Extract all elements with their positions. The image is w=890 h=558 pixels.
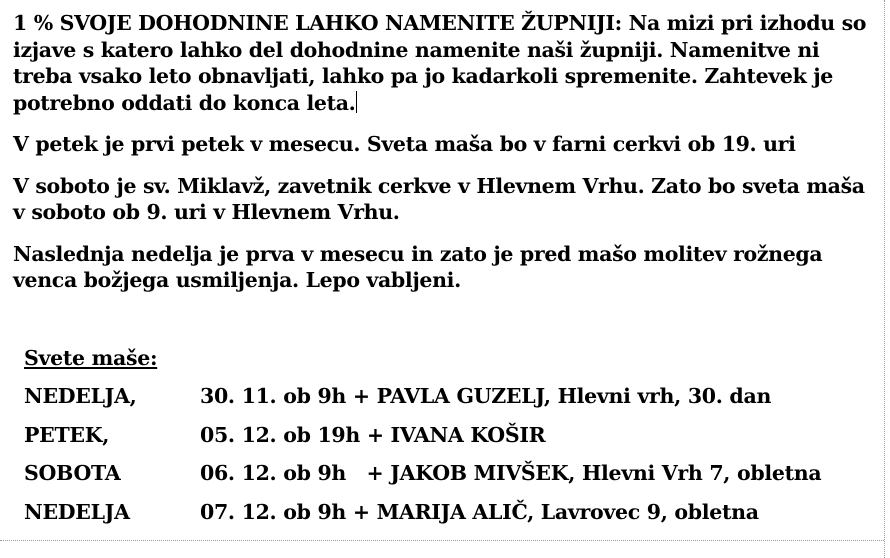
announcements [13, 10, 875, 309]
paragraph-text: 1 % SVOJE DOHODNINE LAHKO NAMENITE ŽUPNIJI: Na mizi pri izhodu so izjave s katero lahko del dohodnine namenite naši župniji. Namenitve ni treba vsako leto obnavljati, lahko pa jo kadarkoli spremenite. Zahtevek je potrebno oddati do konca leta. [13, 11, 867, 115]
schedule-detail: 05. 12. ob 19h + IVANA KOŠIR [200, 422, 546, 447]
schedule-row [24, 377, 864, 416]
schedule-detail: 07. 12. ob 9h + MARIJA ALIČ, Lavrovec 9, obletna [200, 499, 759, 524]
text-cursor [356, 91, 357, 113]
schedule-detail: 06. 12. ob 9h + JAKOB MIVŠEK, Hlevni Vrh 7, obletna [200, 461, 822, 485]
schedule-day: SOBOTA [24, 461, 121, 485]
paragraph-tax-donation[interactable] [13, 10, 875, 116]
schedule-row [24, 454, 864, 493]
page-margin-guide-bottom [0, 540, 884, 541]
schedule-title: Svete maše: [24, 346, 158, 370]
schedule-row [24, 416, 864, 455]
mass-schedule [24, 340, 864, 531]
schedule-row [24, 493, 864, 532]
paragraph-next-sunday[interactable]: Naslednja nedelja je prva v mesecu in zato je pred mašo molitev rožnega venca božjega usmiljenja. Lepo vabljeni. [13, 241, 823, 292]
schedule-day: NEDELJA [24, 499, 130, 524]
schedule-detail: 30. 11. ob 9h + PAVLA GUZELJ, Hlevni vrh, 30. dan [200, 384, 772, 408]
paragraph-first-friday[interactable]: V petek je prvi petek v mesecu. Sveta maša bo v farni cerkvi ob 19. uri [13, 132, 796, 156]
schedule-day: NEDELJA, [24, 384, 137, 408]
paragraph-saint-nicholas[interactable]: V soboto je sv. Miklavž, zavetnik cerkve v Hlevnem Vrhu. Zato bo sveta maša v soboto ob 9. uri v Hlevnem Vrhu. [13, 173, 865, 224]
schedule-day: PETEK, [24, 422, 110, 447]
page-margin-guide-right [884, 0, 885, 558]
